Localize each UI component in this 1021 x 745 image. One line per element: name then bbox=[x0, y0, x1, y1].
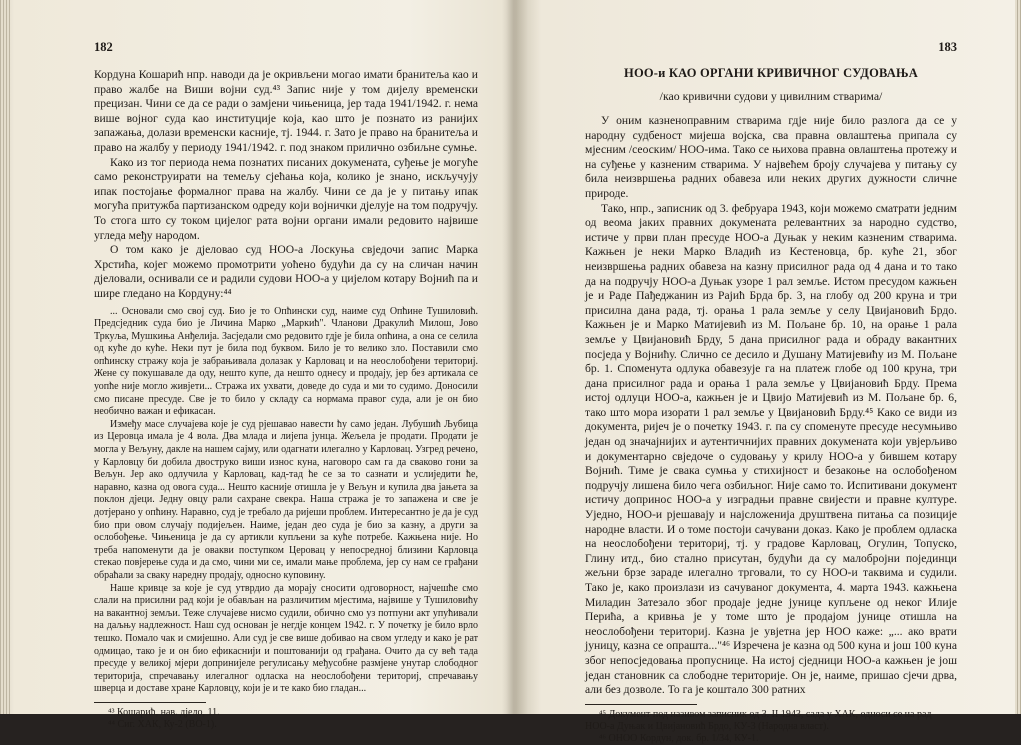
footnote: ⁴⁵ Документ под називом записник од 3. II 1943, сада у ХАК, односи се на рад НОО-а Дуњак и Цвијановић Брдо, КУ-3 (Народна власт). bbox=[585, 708, 932, 732]
right-page bbox=[585, 0, 957, 744]
page-number: 183 bbox=[938, 40, 957, 54]
quote-paragraph: Наше кривце за које је суд утврдио да морају сносити одговорност, најчешће смо слали на присилни рад који је обављан на различитим мјестима, највише у Тушиловићу на вакантној земљи. Теже случајеве нисмо судили, обично смо уз потпуни акт упућивали на даљњу надлежност. Наш суд основан је негдје концем 1942. г. У почетку је било врло тешко. Помало чак и смијешно. Али суд је све више добивао на свом угледу и како је рат одмицао, тако је и он био ефикаснији и поштованији од грађана. Очито да су већ тада пресуде у великој мјери допринијеле регулисању међусобне размјене унутар слободног територија, спречавању илегалног одласка на неослобођени териториј, спречавању шверца и доставе хране Карловцу, који је и те како био гладан... bbox=[94, 582, 478, 695]
paragraph: О том како је дјеловао суд НОО-а Лоскуња свједочи запис Марка Хрстића, којег можемо промотрити уоћено будући да су на сличан начин дјеловали, оснивали се и радили судови НОО-а у цијелом котару Војнић па и шире гледано на Кордуну:⁴⁴ bbox=[94, 243, 478, 300]
paragraph: Тако, нпр., записник од 3. фебруара 1943, који можемо сматрати једним од веома јаких правних докумената релевантних за народно судство, истиче у први план пресуде НОО-а Дуњак у неким казненим стварима. Кажњен је неки Марко Владић из Кестеновца, бр. куће 21, због неизвршења радних обавеза на казну присилног рада од 4 дана и то тако да на подручју НОО-а Дуњак узоре 1 рал земље. Истом пресудом кажњен је и Раде Пађеджанин из Рајић Брда бр. 3, на глобу од 200 круна и три присилна дана рада, тј. орања 1 рала земље у селу Цвијановић Брдо. Кажњен је и Марко Матијевић из М. Пољане бр. 10, на орање 1 рала земље у Цвијановић Брду, 5 дана присилног рада и обраду вакантних посједа у Војнићу. Слично се десило и Душану Матијевићу из М. Пољане бр. 1. Споменута одлука обавезује га на платеж глобе од 100 круна, три дана присилног рада и орања 1 рала земље у Цвијановић Брду. Према истој одлуци НОО-а, кажњен је и Цвијо Матијевић из М. Пољане бр. 6, тако што мора изорати 1 рал земље у Цвијановић Брду.⁴⁵ Како се види из документа, ријеч је о почетку 1943. г. па су споменуте пресуде несумњиво један од значајнијих и аутентичнијих правних докумената који увјерљиво и документарно свједоче о судовању у крилу НОО-а у бившем котару Војнић. Тиме је свака сумња у стихијност и безакоње на ослобођеном подручју лишена било чега озбиљног. Није само то. Испитивани документ истичу допринос НОО-а у изградњи правне свијести и правне културе. Уједно, НОО-и рјешавају и најсложенија друштвена питања са позиције народне власти. И о томе постоји сачувани доказ. Како је проблем одласка на неослобођени териториј, тј. у градове Карловац, Огулин, Топуско, Глину итд., био стално присутан, будући да су малобројни појединци жељни брзе зараде илегално трговали, то су НОО-и таквима и судили. Тако је, како произлази из сачуваног документа, 4. марта 1943. кажњена Миладин Затезало због продаје једне јунице купљене од неког Илије Перића, а кривња је у томе што је продајом јунице отишла на неослобођени териториј. Казна је увјетна јер НОО каже: „... ако врати јуницу, казна се опрашта..."⁴⁶ Изречена је казна од 500 куна и још 100 куна због непосједовања пропуснице. На истој сједници НОО-а кажњен је још један становник са слободне територије. Он је, наиме, пришао сјечи дрва, али без дозволе. То га је коштало 300 ратних bbox=[585, 201, 957, 697]
quote-paragraph: Између масе случајева које је суд рјешавао навести ћу само један. Лубушић Љубица из Церовца имала је 4 вола. Два млада и лијепа јунца. Жељела је продати. Продати је могла у Вељуну, дакле на нашем сајму, или одагнати илегално у Карловац. Узгред речено, у Карловцу би добила двоструко виши износ куна, наговоро сам га да сваково гони за Вељун. Јер ако одлучила у Карловац, кад-тад ће се за то сазнати и услиједити ће, наравно, казна од овога суда... Нешто касније отишла је у Вељун и купила два јањета за поклон дјеци. Једну овцу рали сахране свекра. Наша стража је то запажена и све је дотјерано у опћину. Наравно, суд је требало да ријеши проблем. Интересантно је да је суд био при овом случају подијељен. Наиме, један део суда је био за казну, а други за ослобођење. Чињеница је да су артикли купљени за куће потребе. Кажњена није. Но требa напоменути да је овакви поступком Церовац у непосредној близини Карловца стекао повјерење суда и да смо, чини ми се, имали мање проблема, јер су нам се грађани обраћали за сваку наредну продају, односно куповину. bbox=[94, 418, 478, 581]
chapter-subtitle: /као кривични судови у цивилним стварима/ bbox=[659, 89, 883, 103]
right-page-body bbox=[585, 66, 957, 745]
footnote: ⁴⁴ Сиг. ХАК, Ку-2 (ВО-1). bbox=[108, 718, 217, 730]
paragraph: Кордуна Кошарић нпр. наводи да је окривљени могао имати бранитеља као и право жалбе на Виши војни суд.⁴³ Запис није у том дијелу временски прецизан. Чини се да се ради о замјени чињеница, јер тада 1941/1942. г. нема више војног суда као институције која, као што је познато из ранијих запажања, долази временски касније, тј. 1944. г. Зато је право на бранитеља и право на жалбу у периоду 1941/1942. г. под знаком прилично озбиљне сумње. bbox=[94, 68, 478, 154]
book-gutter bbox=[502, 0, 528, 714]
page-edge-right bbox=[1015, 0, 1021, 714]
footnote-rule bbox=[94, 702, 206, 703]
quote-paragraph: ... Основали смо свој суд. Био је то Опћински суд, наиме суд Опћине Тушиловић. Предсједник суда био је Личина Марко „Маркић". Чланови Дракулић Милош, Јово Тркуља, Мушкиња Анђелија. Засједали смо редовито гдје је била опћина, а она се селила од куће до куће. Неки пут је била под буквом. Било је то велико зло. Поставили смо опћинску стражу која је забрањивала долазак у Карловац и на неослобођени териториј. Жене су покушавале да оду, нешто купе, да нешто однесу и продају, јер без артикала се уопће није могло живјети... Стража их ухвати, доведе до суда и ми то судимо. Доносили смо писане пресуде. Све је то било у складу са нормама правог суда, али је он био необично важан и ефикасан. bbox=[94, 305, 478, 418]
paragraph: У оним казненоправним стварима гдје није било разлога да се у народну судбеност мијеша војска, сва правна овлаштења припала су мјесним /сеоским/ НОО-има. Тако се њихова правна овлаштења протежу и на суђење у казненим стварима. У највећем броју случајева у питању су била неизвршења радних обавеза или неких других дужности сличне природе. bbox=[585, 114, 957, 200]
left-page-body bbox=[94, 68, 478, 731]
footnote: ⁴⁶ ОНОО Кордун, док. бр. 1/34, КУ-1. bbox=[599, 732, 759, 744]
left-page bbox=[94, 0, 478, 730]
page-number: 182 bbox=[94, 40, 113, 54]
page-edge-left bbox=[0, 0, 10, 714]
footnote: ⁴³ Кошарић, нав. дјело, 11. bbox=[108, 706, 220, 718]
chapter-title: НОО-и КАО ОРГАНИ КРИВИЧНОГ СУДОВАЊА bbox=[624, 66, 918, 80]
paragraph: Како из тог периода нема познатих писаних докумената, суђење је могуће само реконструирати на темељу сјећања која, колико је знано, искључују ипак постојање формалног права на жалбу. Чини се да је у питању ипак могућа притужба партизанском одреду који војнички дјелује на том подручју. То стога што су током цијелог рата војни органи имали редовито највише угледа међу народом. bbox=[94, 155, 478, 242]
footnote-rule bbox=[585, 704, 697, 705]
